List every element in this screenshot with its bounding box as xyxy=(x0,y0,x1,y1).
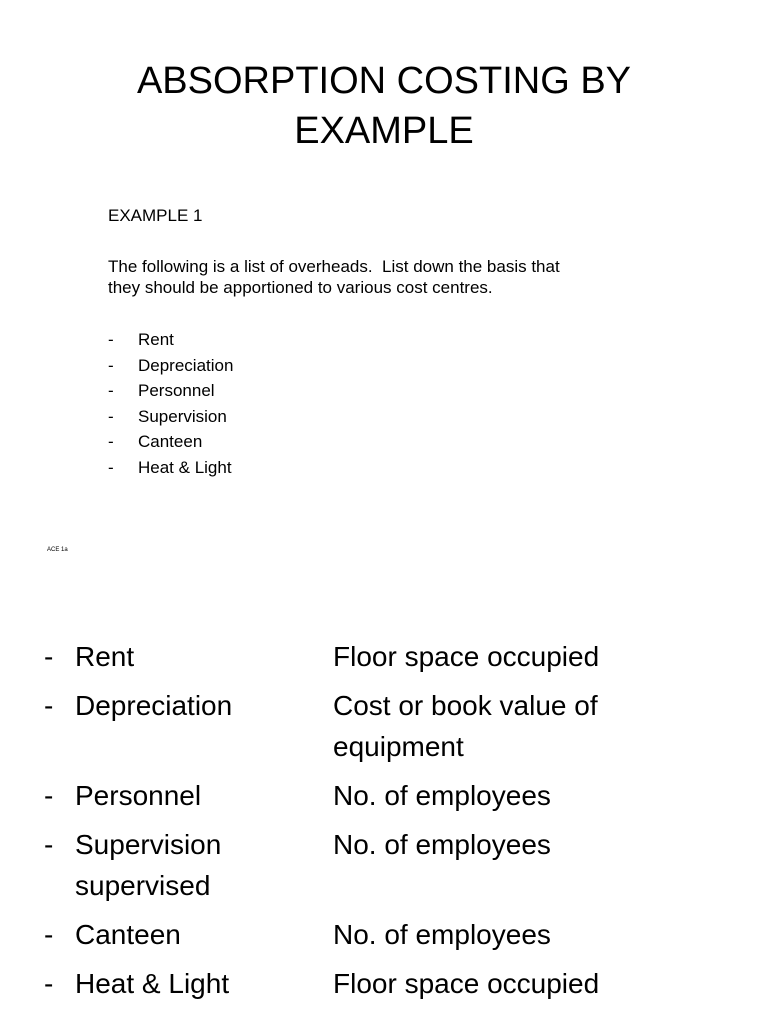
answer-row xyxy=(44,914,744,955)
answer-basis xyxy=(333,775,744,816)
list-item xyxy=(108,429,233,455)
answer-item xyxy=(75,963,333,1004)
answer-item xyxy=(75,914,333,955)
answer-row xyxy=(44,636,744,677)
answer-item xyxy=(75,685,333,767)
answer-dash: - xyxy=(44,968,54,999)
answer-dash: - xyxy=(44,690,54,721)
list-item-label: Depreciation xyxy=(138,355,234,375)
list-item xyxy=(108,353,233,379)
answer-item-text: Depreciation xyxy=(75,690,233,721)
answer-basis-text: No. of employees xyxy=(333,829,551,860)
list-item-label: Personnel xyxy=(138,381,215,401)
answer-item-text: Canteen xyxy=(75,919,181,950)
intro-line-2: they should be apportioned to various cost centres. xyxy=(108,278,493,297)
page-title xyxy=(0,56,768,156)
answer-item xyxy=(75,824,333,906)
list-item xyxy=(108,404,233,430)
answer-basis-text: Cost or book value of xyxy=(333,690,598,721)
answer-item-text: Personnel xyxy=(75,780,202,811)
title-line-2: EXAMPLE xyxy=(294,110,474,152)
list-dash: - xyxy=(108,355,114,375)
answer-row xyxy=(44,685,744,767)
list-item-label: Heat & Light xyxy=(138,457,232,477)
answer-basis-text: No. of employees xyxy=(333,919,551,950)
answer-basis-text: Floor space occupied xyxy=(333,968,600,999)
answer-row xyxy=(44,824,744,906)
list-item xyxy=(108,327,233,353)
overhead-list xyxy=(108,327,233,481)
list-dash: - xyxy=(108,406,114,426)
answer-basis-text: equipment xyxy=(333,731,464,762)
answer-basis xyxy=(333,636,744,677)
answer-basis xyxy=(333,963,744,1004)
answer-item-text: Heat & Light xyxy=(75,968,230,999)
answer-basis xyxy=(333,914,744,955)
list-dash: - xyxy=(108,457,114,477)
answer-basis-text: Floor space occupied xyxy=(333,641,600,672)
list-dash: - xyxy=(108,330,114,349)
list-item xyxy=(108,378,233,404)
list-dash: - xyxy=(108,432,114,452)
list-item-label: Canteen xyxy=(138,432,203,452)
answer-item xyxy=(75,636,333,677)
answer-item-text: Supervision xyxy=(75,829,222,860)
answer-dash: - xyxy=(44,829,54,860)
list-item-label: Rent xyxy=(138,330,174,349)
answer-list xyxy=(44,636,744,1012)
answer-basis-text: No. of employees xyxy=(333,780,551,811)
answer-row xyxy=(44,963,744,1004)
answer-basis xyxy=(333,685,744,767)
answer-row xyxy=(44,775,744,816)
answer-dash: - xyxy=(44,641,54,672)
answer-dash: - xyxy=(44,919,54,950)
answer-dash: - xyxy=(44,780,54,811)
intro-paragraph xyxy=(108,256,668,298)
list-dash: - xyxy=(108,381,114,401)
answer-item xyxy=(75,775,333,816)
example-label: EXAMPLE 1 xyxy=(108,206,203,225)
intro-line-1: The following is a list of overheads. List down the basis that xyxy=(108,257,560,276)
list-item xyxy=(108,455,233,481)
answer-basis xyxy=(333,824,744,906)
answer-item-text: Rent xyxy=(75,641,135,672)
list-item-label: Supervision xyxy=(138,406,227,426)
title-line-1: ABSORPTION COSTING BY xyxy=(136,60,632,102)
slide-footer-reference: ACE 1a xyxy=(47,547,68,553)
answer-item-text: supervised xyxy=(75,870,211,901)
